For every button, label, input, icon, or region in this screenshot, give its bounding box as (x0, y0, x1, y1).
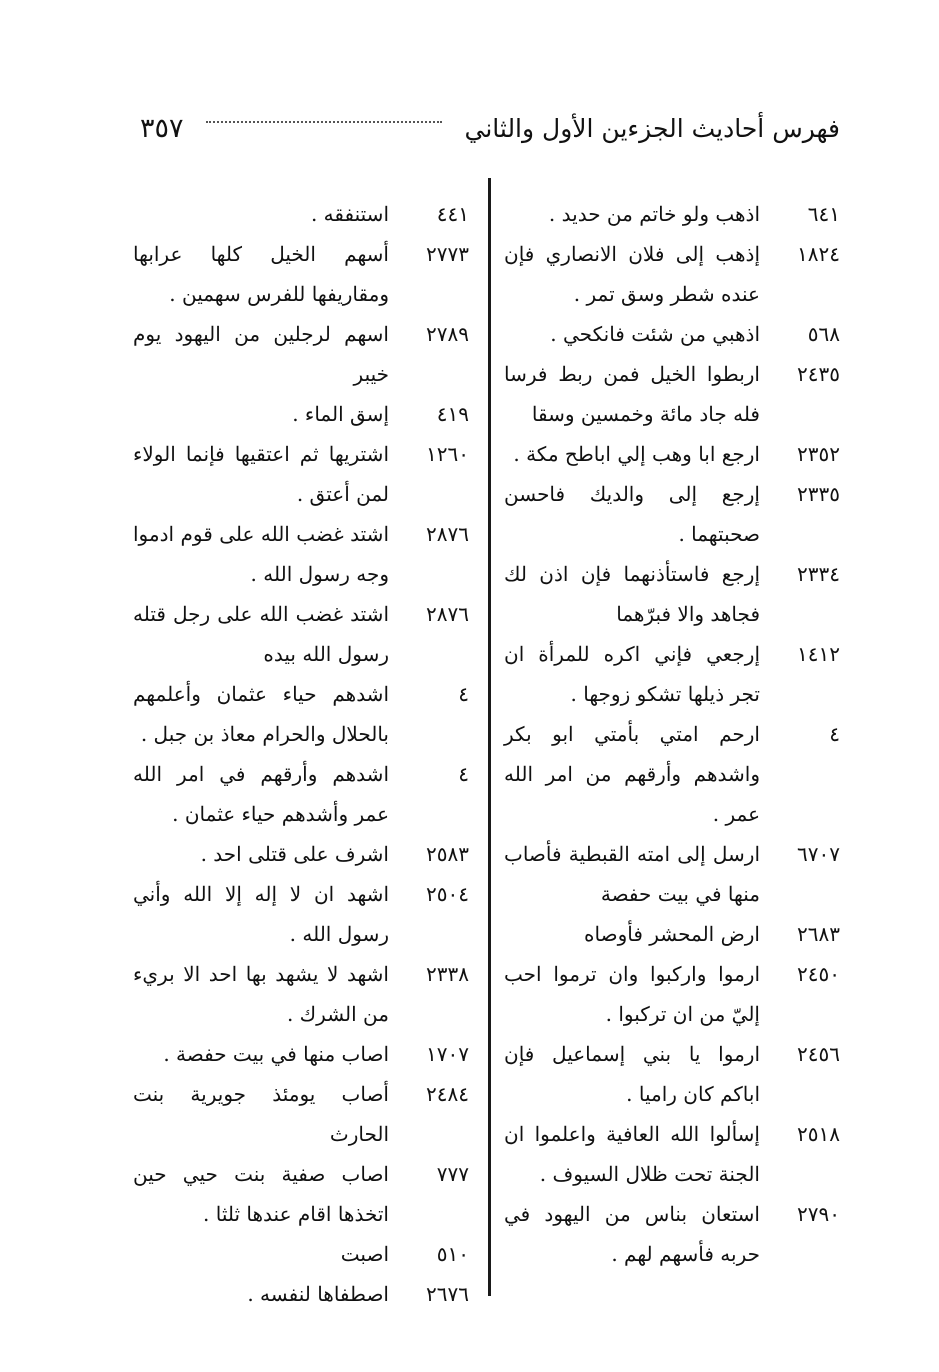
hadith-text: اذهب ولو خاتم من حديد . (548, 202, 760, 226)
hadith-number: ٢٣٥٢ (797, 442, 840, 466)
hadith-text: اشتد غضب الله على رجل قتله رسول الله بيده (133, 602, 389, 666)
hadith-number: ٢٤٣٥ (797, 362, 840, 386)
hadith-text: استعان بناس من اليهود في حربه فأسهم لهم . (504, 1202, 760, 1266)
hadith-entry (133, 514, 473, 594)
hadith-text: إرجع فاستأذنهما فإن اذن لك فجاهد والا فبرّهما (504, 562, 760, 626)
hadith-text: إسق الماء . (292, 402, 389, 426)
hadith-entry (133, 314, 473, 394)
hadith-text: ارض المحشر فأوصاه (584, 922, 760, 946)
hadith-entry (133, 1074, 473, 1154)
hadith-number: ٢٣٣٥ (797, 482, 840, 506)
hadith-number: ٢٧٨٩ (426, 322, 469, 346)
hadith-text: إسألوا الله العافية واعلموا ان الجنة تحت ظلال السيوف . (504, 1122, 760, 1186)
hadith-number: ٢٤٥٦ (797, 1042, 840, 1066)
left-column (133, 194, 473, 1314)
hadith-entry (133, 594, 473, 674)
hadith-number: ١٧٠٧ (426, 1042, 469, 1066)
hadith-entry (504, 474, 844, 554)
hadith-entry (133, 874, 473, 954)
hadith-number: ١٢٦٠ (426, 442, 469, 466)
hadith-entry (504, 554, 844, 634)
hadith-entry (504, 834, 844, 914)
hadith-text: اصبت (340, 1242, 389, 1266)
hadith-text: ارموا يا بني إسماعيل فإن اباكم كان راميا . (504, 1042, 760, 1106)
hadith-number: ٥١٠ (436, 1242, 469, 1266)
hadith-entry (504, 234, 844, 314)
hadith-number: ٢٧٩٠ (797, 1202, 840, 1226)
hadith-text: ارحم امتي بأمتي ابو بكر واشدهم وأرقهم من امر الله عمر . (504, 722, 760, 826)
hadith-number: ٢٣٣٨ (426, 962, 469, 986)
hadith-text: اربطوا الخيل فمن ربط فرسا فله جاد مائة وخمسين وسقا (504, 362, 760, 426)
hadith-text: اصطفاها لنفسه . (247, 1282, 389, 1306)
hadith-number: ٢٣٣٤ (797, 562, 840, 586)
hadith-number: ٥٦٨ (807, 322, 840, 346)
hadith-text: اشهد لا يشهد بها احد الا بريء من الشرك . (133, 962, 389, 1026)
hadith-number: ١٨٢٤ (797, 242, 840, 266)
hadith-entry (133, 194, 473, 234)
hadith-text: اصاب منها في بيت حفصة . (163, 1042, 389, 1066)
hadith-text: ارجع ابا وهب إلي اباطح مكة . (513, 442, 760, 466)
hadith-text: اشتريها ثم اعتقيها فإنما الولاء لمن أعتق . (133, 442, 389, 506)
hadith-entry (133, 1234, 473, 1274)
hadith-text: اسهم لرجلين من اليهود يوم خيبر (133, 322, 389, 386)
hadith-number: ٦٧٠٧ (797, 842, 840, 866)
hadith-text: إرجع إلى والديك فاحسن صحبتهما . (504, 482, 760, 546)
hadith-text: اشهد ان لا إله إلا الله وأني رسول الله . (133, 882, 389, 946)
hadith-entry (133, 394, 473, 434)
hadith-number: ٧٧٧ (436, 1162, 469, 1186)
hadith-entry (504, 434, 844, 474)
hadith-entry (133, 954, 473, 1034)
hadith-entry (504, 194, 844, 234)
hadith-number: ٢٥٨٣ (426, 842, 469, 866)
hadith-number: ٦٤١ (807, 202, 840, 226)
hadith-number: ٢٤٨٤ (426, 1082, 469, 1106)
page-header (140, 108, 840, 148)
hadith-entry (133, 754, 473, 834)
hadith-entry (133, 434, 473, 514)
hadith-number: ١٤١٢ (797, 642, 840, 666)
hadith-text: استنفقه . (310, 202, 389, 226)
hadith-entry (133, 1274, 473, 1314)
hadith-entry (504, 1194, 844, 1274)
hadith-number: ٤ (458, 682, 469, 706)
hadith-number: ٢٧٧٣ (426, 242, 469, 266)
hadith-text: اشدهم حياء عثمان وأعلمهم بالحلال والحرام معاذ بن جبل . (133, 682, 389, 746)
hadith-number: ٢٥١٨ (797, 1122, 840, 1146)
hadith-entry (504, 1114, 844, 1194)
hadith-text: أسهم الخيل كلها عرابها ومقاريفها للفرس سهمين . (133, 242, 389, 306)
hadith-number: ٤ (829, 722, 840, 746)
hadith-number: ٤١٩ (436, 402, 469, 426)
hadith-number: ٢٤٥٠ (797, 962, 840, 986)
hadith-entry (504, 954, 844, 1034)
hadith-text: إذهب إلى فلان الانصاري فإن عنده شطر وسق تمر . (504, 242, 760, 306)
hadith-number: ٤ (458, 762, 469, 786)
right-column (504, 194, 844, 1274)
hadith-text: اشرف على قتلى احد . (200, 842, 389, 866)
hadith-text: اذهبي من شئت فانكحي . (550, 322, 760, 346)
hadith-entry (504, 354, 844, 434)
hadith-number: ٤٤١ (436, 202, 469, 226)
hadith-number: ٢٨٧٦ (426, 522, 469, 546)
hadith-entry (504, 1034, 844, 1114)
hadith-text: اصاب صفية بنت حيي حين اتخذها اقام عندها ثلثا . (133, 1162, 389, 1226)
hadith-text: ارسل إلى امته القبطية فأصاب منها في بيت حفصة (504, 842, 760, 906)
hadith-text: أصاب يومئذ جويرية بنت الحارث (133, 1082, 389, 1146)
hadith-entry (504, 914, 844, 954)
hadith-number: ٢٨٧٦ (426, 602, 469, 626)
hadith-entry (133, 1154, 473, 1234)
hadith-number: ٢٦٨٣ (797, 922, 840, 946)
hadith-entry (133, 674, 473, 754)
hadith-text: اشدهم وأرقهم في امر الله عمر وأشدهم حياء عثمان . (133, 762, 389, 826)
page-number: ٣٥٧ (140, 112, 184, 144)
hadith-entry (504, 314, 844, 354)
hadith-text: ارموا واركبوا وان ترموا احب إليّ من ان تركبوا . (504, 962, 760, 1026)
running-title: فهرس أحاديث الجزءين الأول والثاني (464, 113, 840, 143)
column-divider (488, 178, 491, 1296)
hadith-entry (504, 634, 844, 714)
leader-dots (206, 121, 443, 123)
hadith-entry (133, 1034, 473, 1074)
hadith-number: ٢٥٠٤ (426, 882, 469, 906)
hadith-text: إرجعي فإني اكره للمرأة ان تجر ذيلها تشكو زوجها . (504, 642, 760, 706)
hadith-entry (133, 834, 473, 874)
hadith-number: ٢٦٧٦ (426, 1282, 469, 1306)
hadith-entry (504, 714, 844, 834)
hadith-entry (133, 234, 473, 314)
hadith-text: اشتد غضب الله على قوم ادموا وجه رسول الله . (133, 522, 389, 586)
